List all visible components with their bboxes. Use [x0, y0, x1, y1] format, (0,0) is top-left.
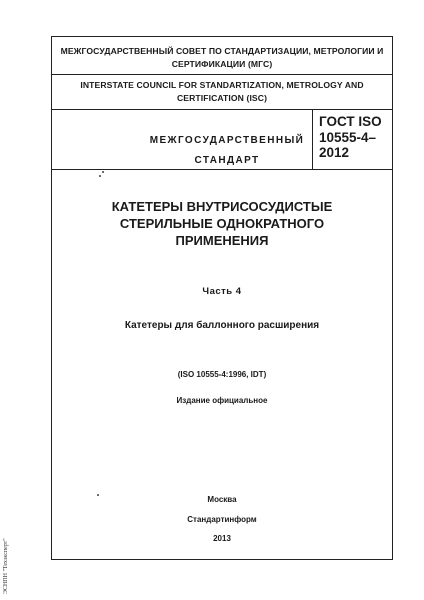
iso-reference: (ISO 10555-4:1996, IDT) [177, 370, 267, 379]
standard-label-line1: МЕЖГОСУДАРСТВЕННЫЙ [149, 135, 305, 146]
header-divider [52, 74, 392, 75]
designation-line3: 2012 [319, 145, 350, 160]
designation-line1: ГОСТ ISO [319, 114, 382, 129]
header-divider [52, 109, 392, 110]
side-stamp-text: ЭСНПН "Техэксперт" [3, 538, 9, 594]
imprint-city: Москва [207, 495, 237, 504]
scan-speck [102, 171, 104, 173]
council-name-ru: МЕЖГОСУДАРСТВЕННЫЙ СОВЕТ ПО СТАНДАРТИЗАЦИИ, МЕТРОЛОГИИ И СЕРТИФИКАЦИИ (МГС) [60, 46, 384, 69]
standard-designation [319, 114, 382, 161]
imprint-publisher: Стандартинформ [187, 515, 257, 524]
standard-label-line2: СТАНДАРТ [194, 155, 260, 166]
part-number: Часть 4 [202, 286, 242, 297]
standard-label [144, 131, 310, 171]
side-stamp [2, 532, 10, 594]
designation-line2: 10555-4– [319, 129, 377, 145]
imprint-year: 2013 [213, 534, 231, 543]
document-title [52, 198, 392, 249]
document-subtitle: Катетеры для баллонного расширения [124, 320, 320, 331]
cover-frame [51, 36, 393, 560]
header-divider [52, 169, 392, 170]
council-name-en: INTERSTATE COUNCIL FOR STANDARTIZATION, METROLOGY AND CERTIFICATION (ISC) [80, 80, 364, 103]
title-line1: КАТЕТЕРЫ ВНУТРИСОСУДИСТЫЕ [111, 199, 333, 214]
designation-divider [312, 109, 313, 169]
title-line2: СТЕРИЛЬНЫЕ ОДНОКРАТНОГО [119, 216, 325, 231]
scan-speck [99, 175, 101, 177]
edition-note: Издание официальное [176, 396, 268, 405]
title-line3: ПРИМЕНЕНИЯ [175, 233, 269, 248]
